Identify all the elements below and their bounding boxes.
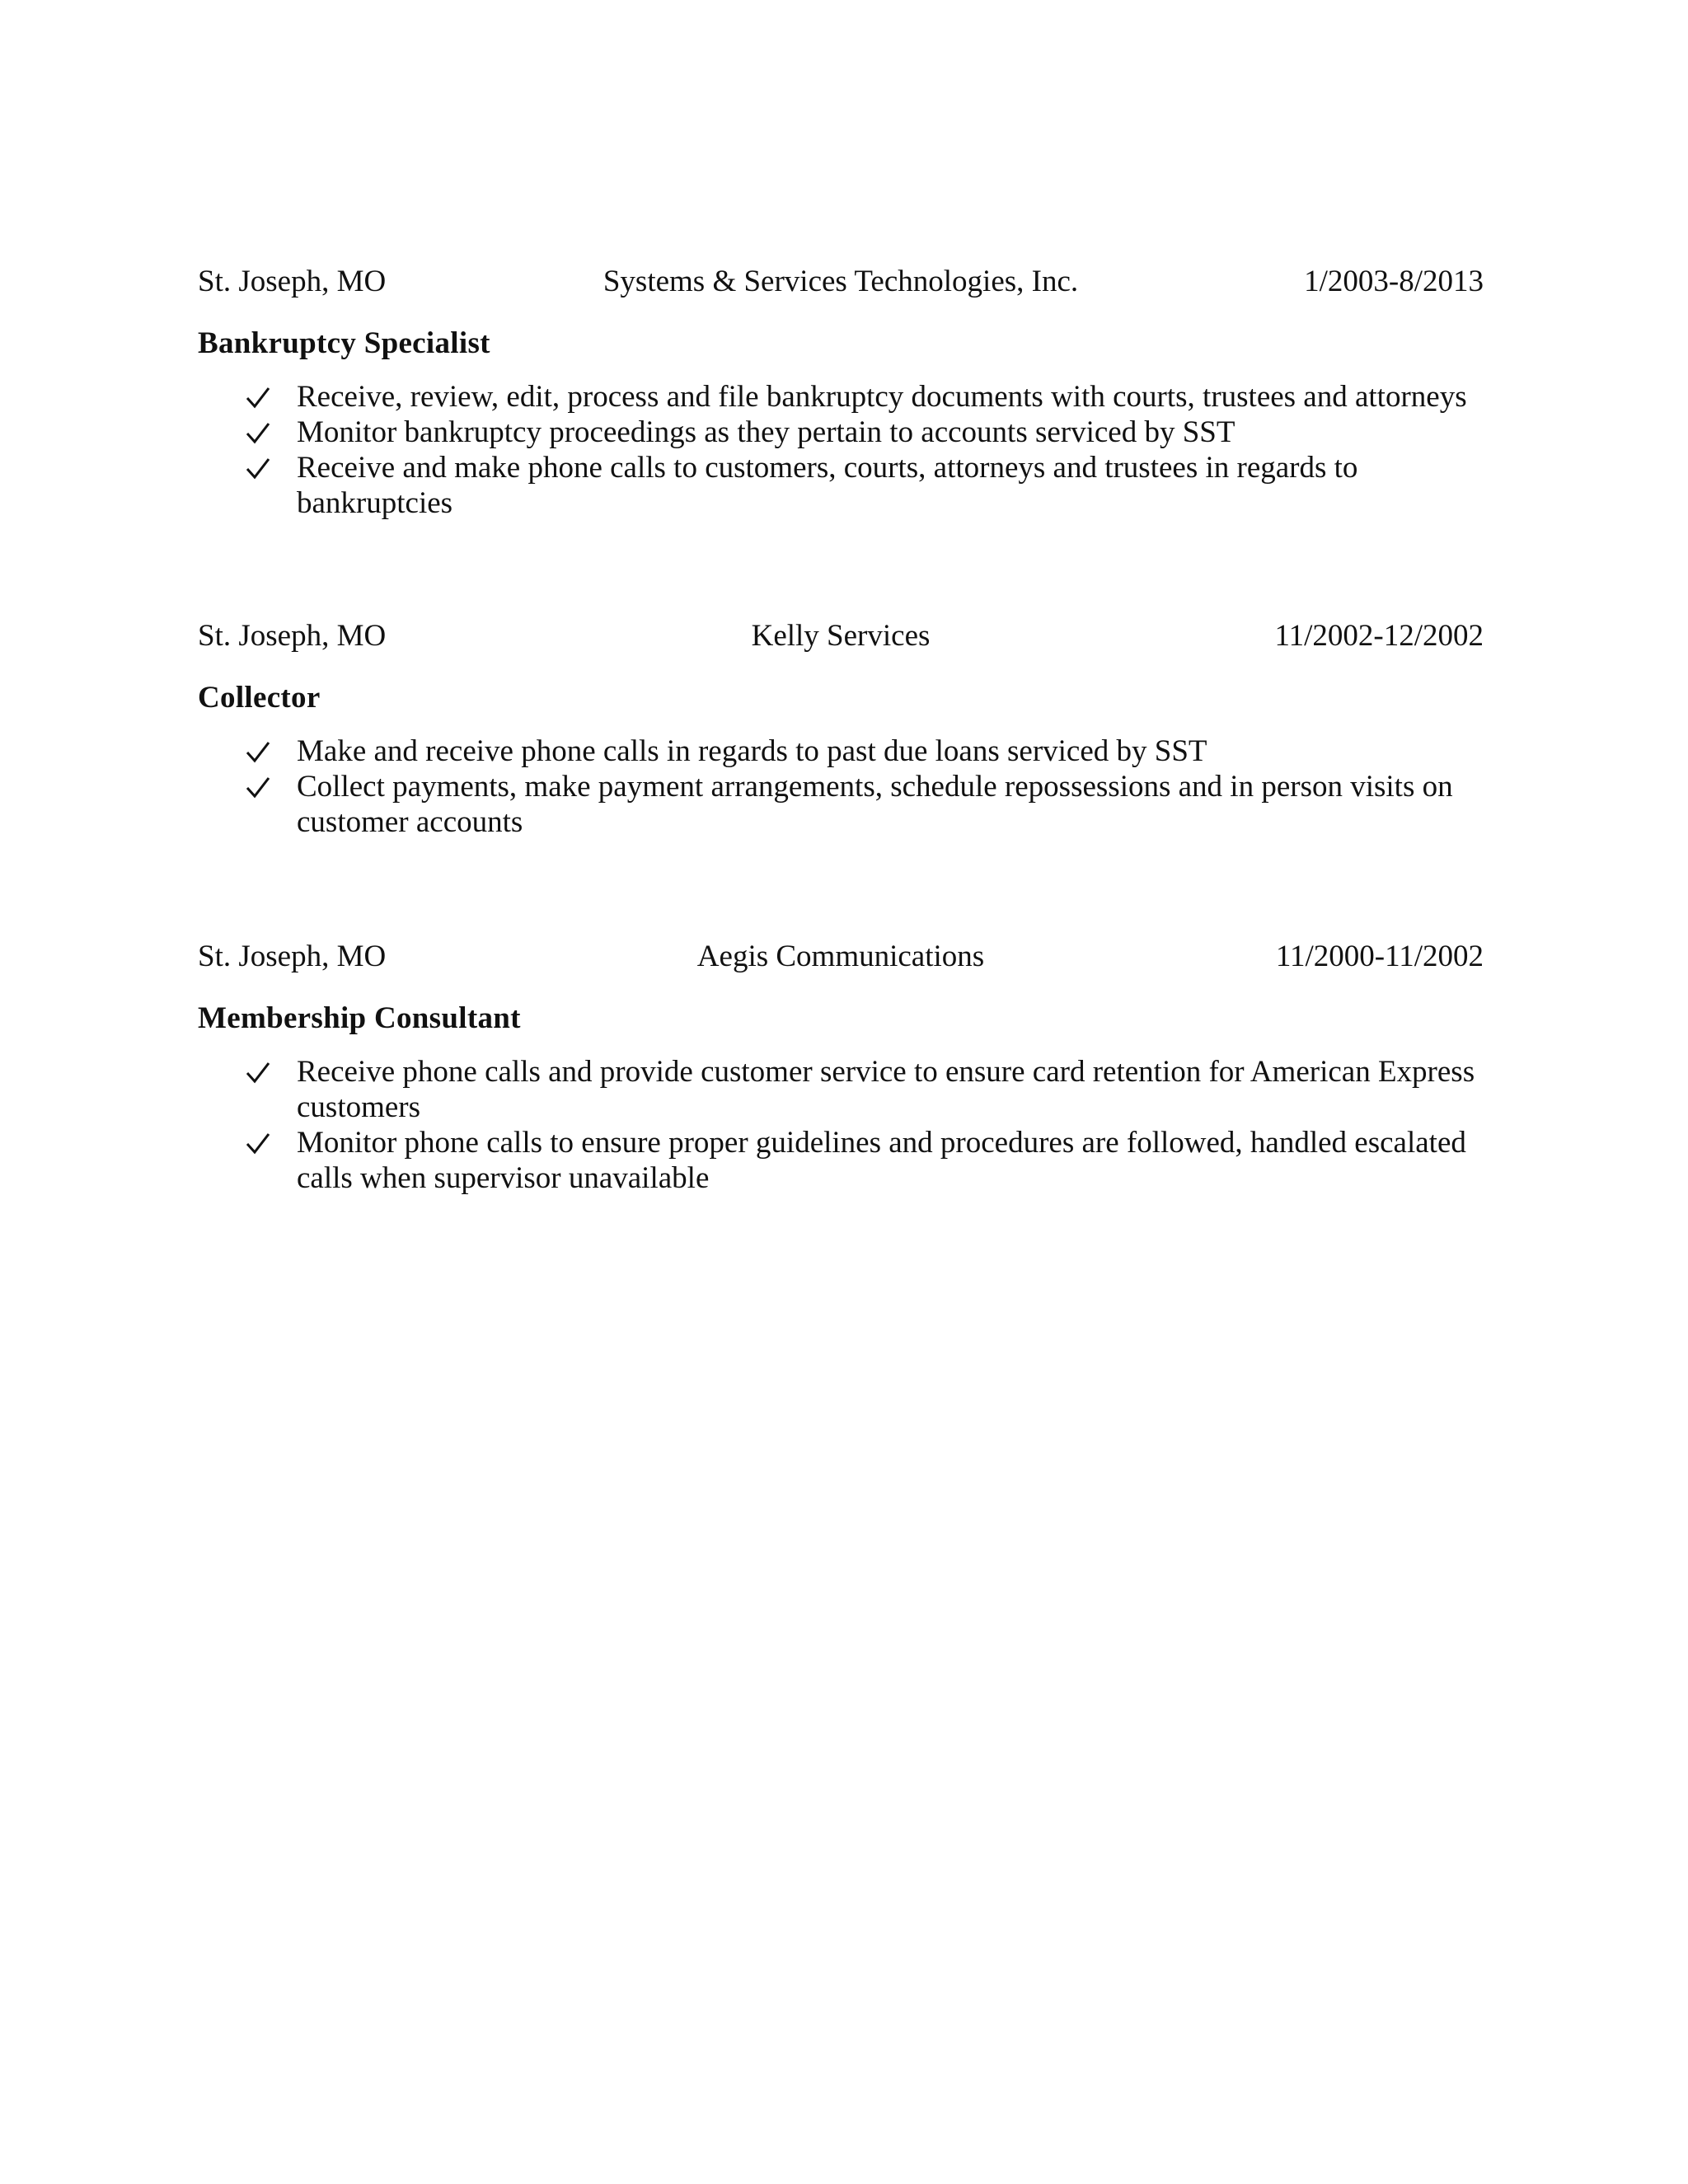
job-location: St. Joseph, MO <box>198 940 387 973</box>
duty-text: Receive and make phone calls to customers, courts, attorneys and trustees in regards to bankruptcies <box>297 451 1358 520</box>
job-title: Membership Consultant <box>198 1001 521 1035</box>
duty-text: Receive, review, edit, process and file bankruptcy documents with courts, trustees and attorneys <box>297 380 1467 414</box>
duty-text: Collect payments, make payment arrangements, schedule repossessions and in person visits on customer accounts <box>297 770 1453 839</box>
duty-item <box>198 1054 1484 1125</box>
job-entry <box>198 613 1484 840</box>
duty-item <box>198 1125 1484 1196</box>
duty-text: Monitor bankruptcy proceedings as they pertain to accounts serviced by SST <box>297 415 1236 449</box>
job-company: Kelly Services <box>751 619 931 653</box>
checkmark-icon <box>246 450 274 485</box>
job-location: St. Joseph, MO <box>198 265 387 298</box>
duty-item <box>198 379 1484 415</box>
checkmark-icon <box>246 769 274 804</box>
duty-list <box>198 733 1484 840</box>
checkmark-icon <box>246 1054 274 1090</box>
job-title: Collector <box>198 681 321 715</box>
job-meta-row <box>198 613 1484 659</box>
job-dates: 11/2002-12/2002 <box>1274 619 1484 653</box>
job-meta-row <box>198 934 1484 980</box>
job-meta-row <box>198 259 1484 305</box>
job-company: Aegis Communications <box>696 940 985 973</box>
duty-list <box>198 379 1484 521</box>
checkmark-icon <box>246 1125 274 1160</box>
job-title: Bankruptcy Specialist <box>198 326 490 360</box>
checkmark-icon <box>246 733 274 769</box>
job-entry <box>198 259 1484 521</box>
duty-item <box>198 769 1484 840</box>
duty-item <box>198 733 1484 769</box>
duty-text: Monitor phone calls to ensure proper guidelines and procedures are followed, handled escalated calls when supervisor unavailable <box>297 1126 1466 1195</box>
duty-item <box>198 415 1484 450</box>
duty-text: Receive phone calls and provide customer service to ensure card retention for American Express customers <box>297 1055 1475 1124</box>
checkmark-icon <box>246 379 274 415</box>
duty-list <box>198 1054 1484 1196</box>
job-dates: 11/2000-11/2002 <box>1275 940 1484 973</box>
checkmark-icon <box>246 415 274 450</box>
job-entry <box>198 934 1484 1196</box>
job-dates: 1/2003-8/2013 <box>1304 265 1484 298</box>
duty-item <box>198 450 1484 521</box>
job-company: Systems & Services Technologies, Inc. <box>603 265 1079 298</box>
duty-text: Make and receive phone calls in regards to past due loans serviced by SST <box>297 734 1207 768</box>
job-location: St. Joseph, MO <box>198 619 387 653</box>
